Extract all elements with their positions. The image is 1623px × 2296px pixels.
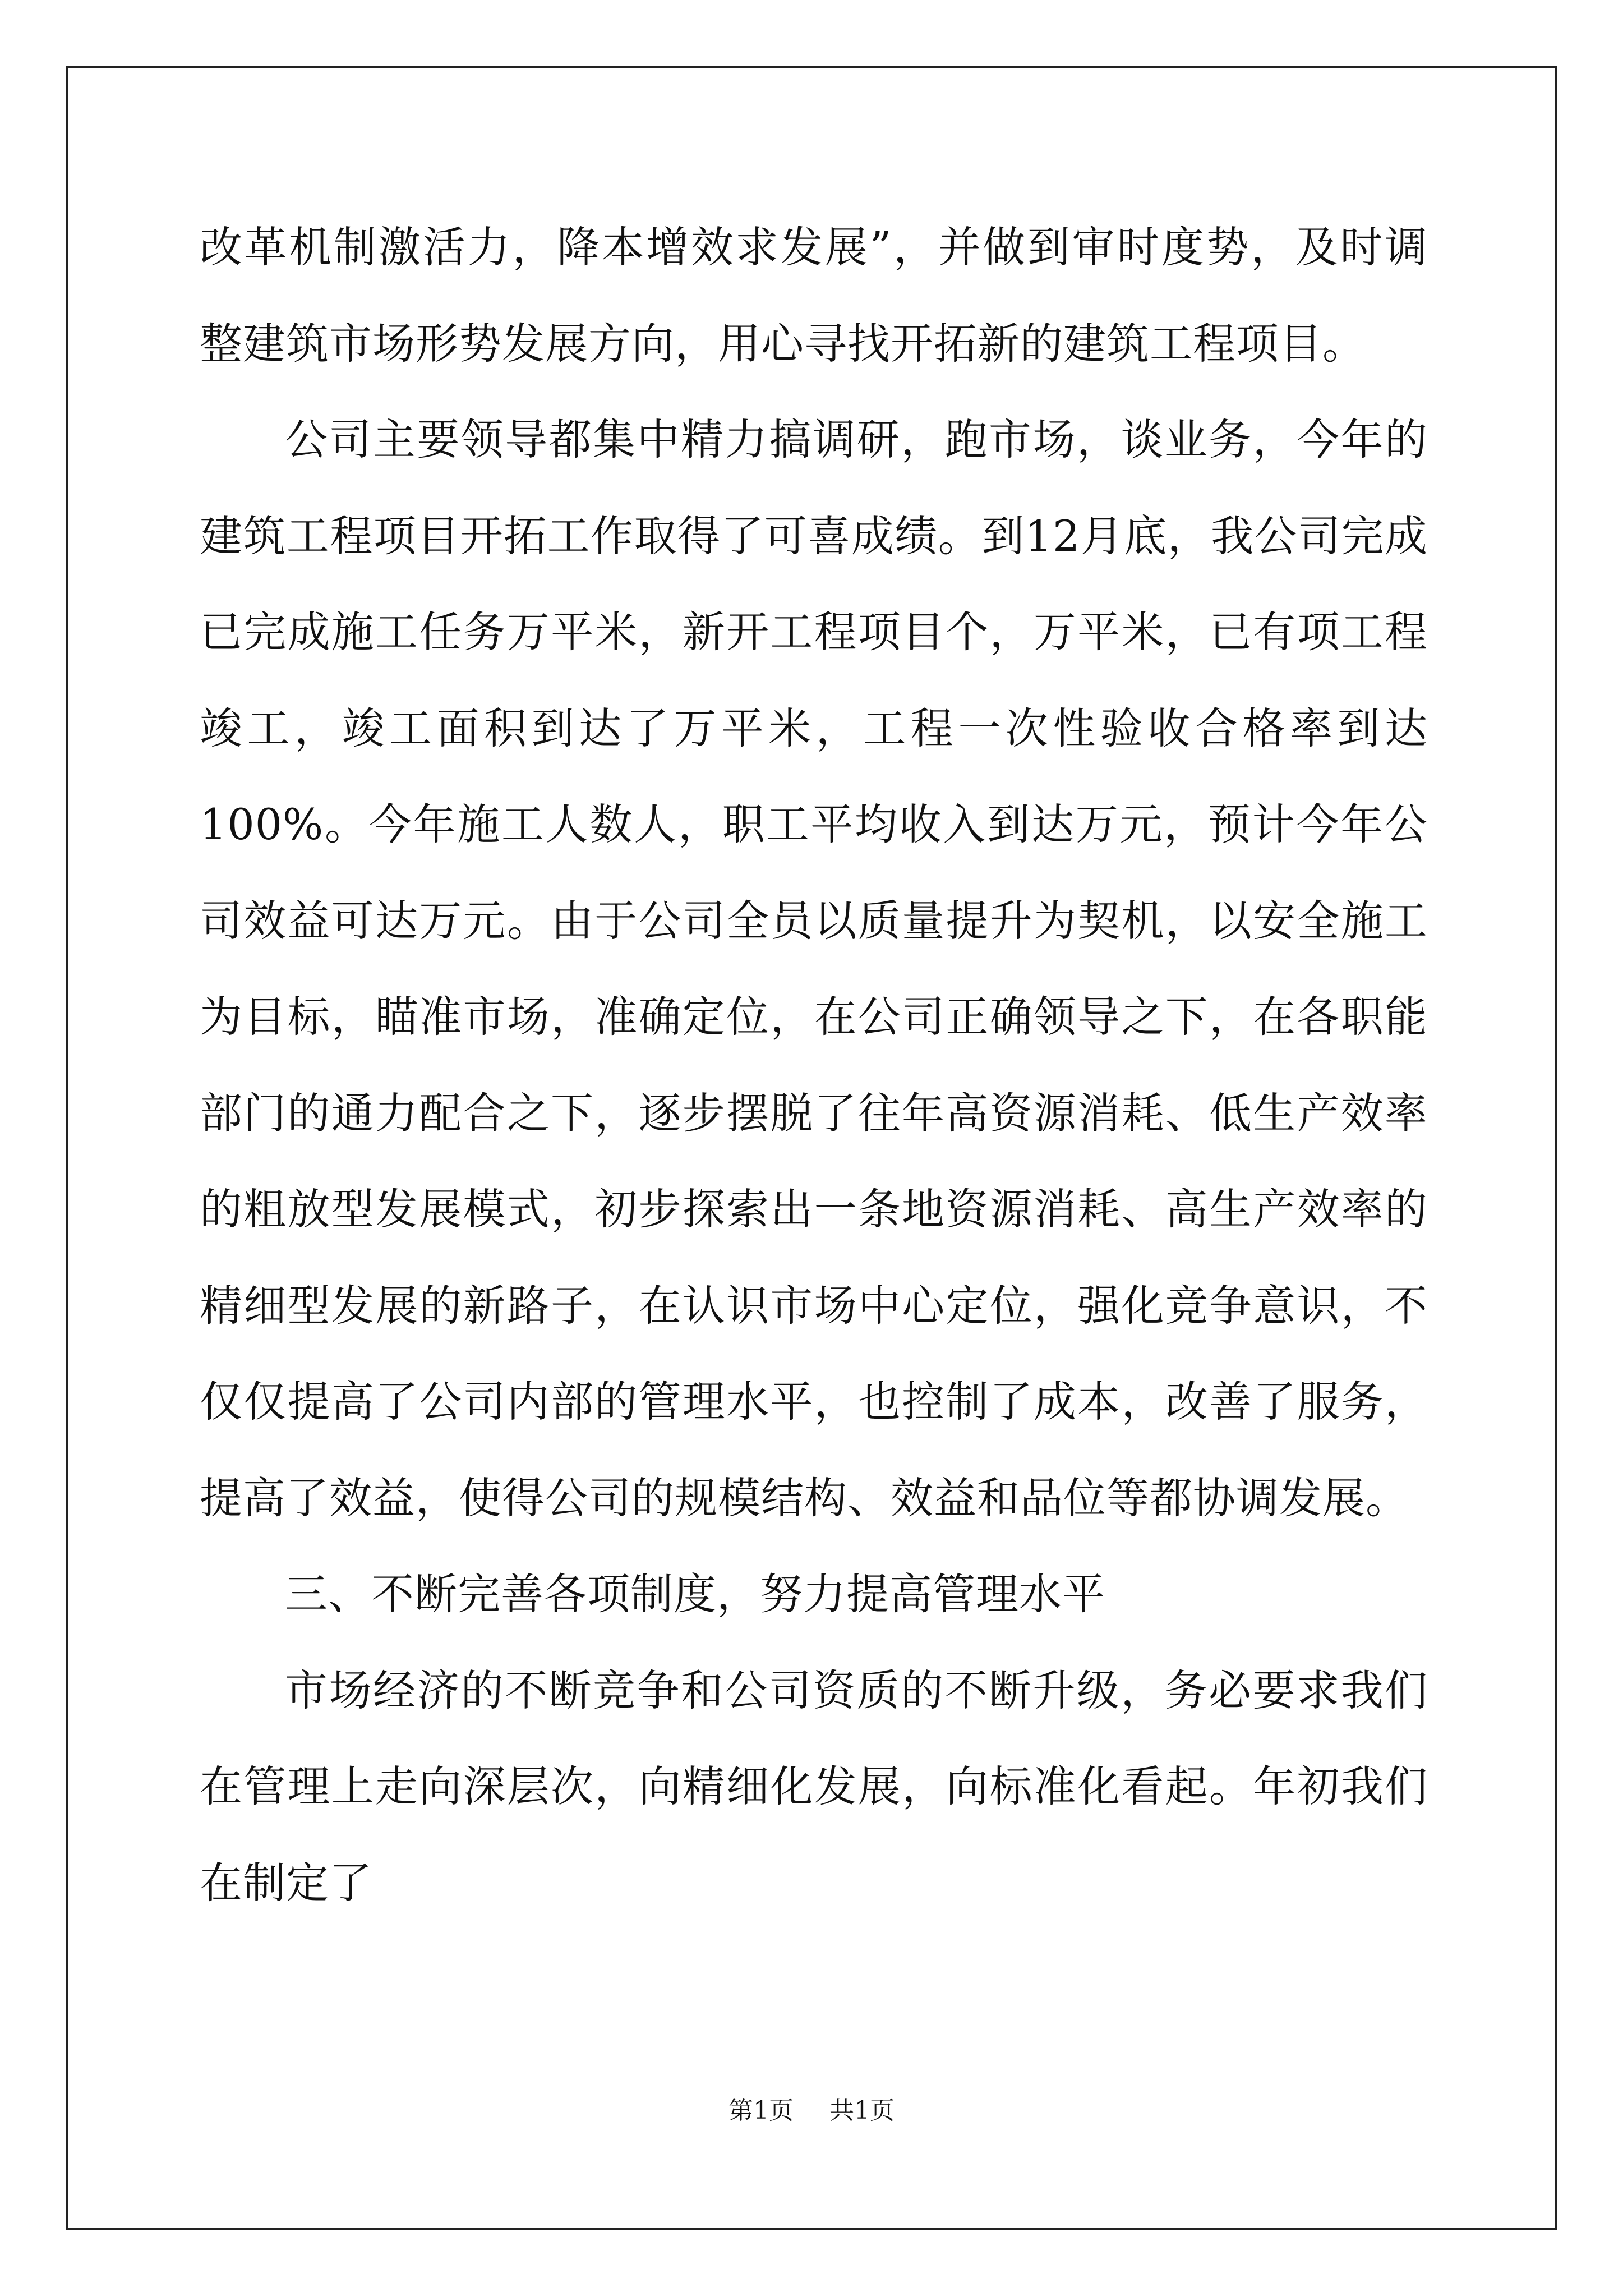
- paragraph: 改革机制激活力，降本增效求发展”，并做到审时度势，及时调整建筑市场形势发展方向，用心寻找开拓新的建筑工程项目。: [200, 222, 1428, 369]
- section-heading: 三、不断完善各项制度，努力提高管理水平: [285, 1569, 1105, 1619]
- page-total: 共1页: [829, 2096, 895, 2125]
- page-number: 第1页: [728, 2096, 794, 2125]
- paragraph: 市场经济的不断竞争和公司资质的不断升级，务必要求我们在管理上走向深层次，向精细化发展，向标准化看起。年初我们在制定了: [200, 1665, 1428, 1908]
- paragraph: 公司主要领导都集中精力搞调研，跑市场，谈业务，今年的建筑工程项目开拓工作取得了可喜成绩。到12月底，我公司完成已完成施工任务万平米，新开工程项目个，万平米，已有项工程竣工，竣工面积到达了万平米，工程一次性验收合格率到达100%。今年施工人数人，职工平均收入到达万元，预计今年公司效益可达万元。由于公司全员以质量提升为契机，以安全施工为目标，瞄准市场，准确定位，在公司正确领导之下，在各职能部门的通力配合之下，逐步摆脱了往年高资源消耗、低生产效率的粗放型发展模式，初步探索出一条地资源消耗、高生产效率的精细型发展的新路子，在认识市场中心定位，强化竞争意识，不仅仅提高了公司内部的管理水平，也控制了成本，改善了服务，提高了效益，使得公司的规模结构、效益和品位等都协调发展。: [200, 415, 1428, 1523]
- page-footer: [0, 2094, 1623, 2128]
- document-body: [200, 199, 1428, 1931]
